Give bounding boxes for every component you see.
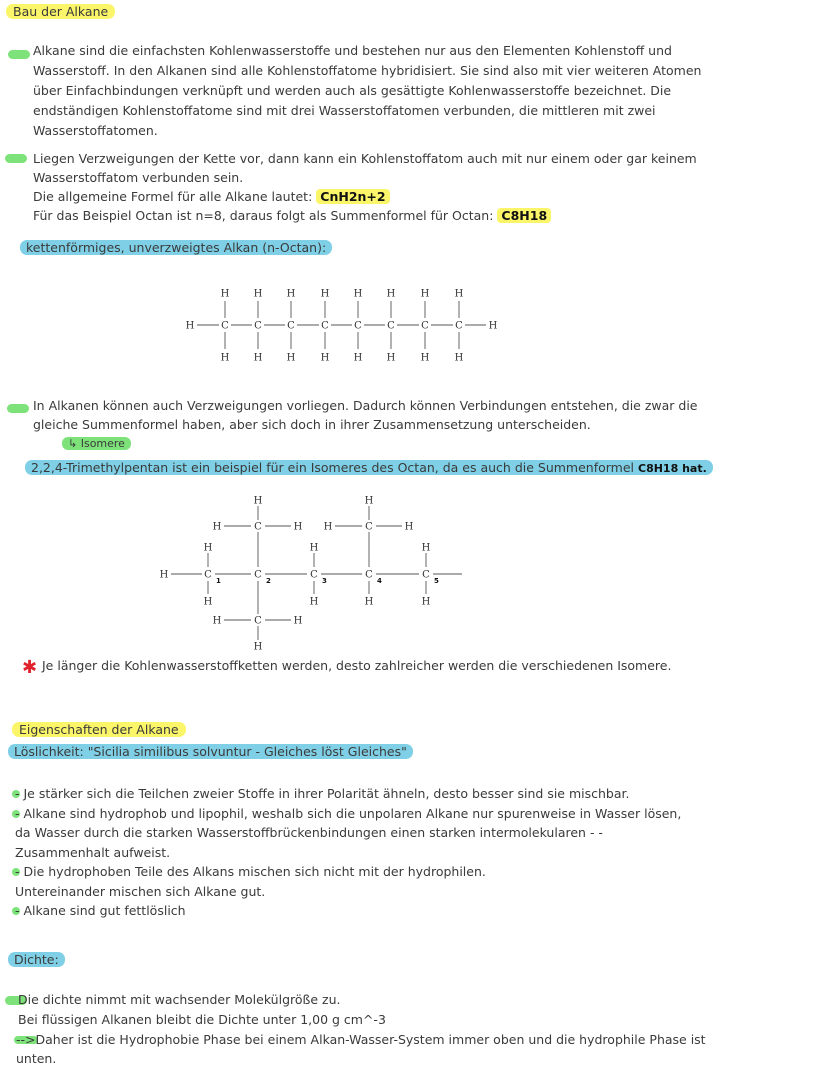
atom-h: H — [386, 288, 396, 300]
section-title-properties: Eigenschaften der Alkane — [12, 720, 186, 740]
atom-h: H — [353, 352, 363, 364]
atom-c: C — [421, 320, 429, 332]
star-icon: ✱ — [22, 657, 38, 678]
atom-c: C — [365, 569, 373, 581]
isomer-tag: ↳ Isomere — [62, 434, 131, 454]
atom-h: H — [309, 542, 319, 554]
handwritten-tmp-formula: C8H18 hat. — [638, 462, 707, 475]
atom-h: H — [286, 352, 296, 364]
atom-c: C — [221, 320, 229, 332]
carbon-number: 3 — [322, 577, 327, 585]
atom-h: H — [309, 596, 319, 608]
handwritten-formula: CnH2n+2 — [316, 189, 389, 204]
atom-h: H — [293, 521, 303, 533]
atom-h: H — [159, 569, 169, 581]
atom-h: H — [454, 288, 464, 300]
atom-h: H — [185, 320, 195, 332]
atom-h: H — [212, 521, 222, 533]
atom-h: H — [203, 542, 213, 554]
atom-c: C — [365, 521, 373, 533]
atom-h: H — [353, 288, 363, 300]
atom-h: H — [323, 521, 333, 533]
atom-c: C — [254, 615, 262, 627]
atom-h: H — [286, 288, 296, 300]
atom-h: H — [203, 596, 213, 608]
atom-c: C — [387, 320, 395, 332]
atom-h: H — [364, 596, 374, 608]
carbon-number: 2 — [266, 577, 271, 585]
tmp-structure — [150, 490, 480, 660]
carbon-number: 4 — [377, 577, 382, 585]
atom-h: H — [320, 288, 330, 300]
section-title-solubility: Löslichkeit: "Sicilia similibus solvuntur - Gleiches löst Gleiches" — [8, 742, 413, 762]
atom-h: H — [253, 495, 263, 507]
page-title: Bau der Alkane — [6, 2, 115, 22]
star-note: Je länger die Kohlenwasserstoffketten werden, desto zahlreicher werden die verschiedenen Isomere. — [42, 658, 672, 673]
atom-c: C — [254, 320, 262, 332]
atom-h: H — [420, 288, 430, 300]
bullet-marker — [7, 404, 29, 413]
atom-c: C — [287, 320, 295, 332]
atom-h: H — [421, 596, 431, 608]
atom-h: H — [293, 615, 303, 627]
section-title-density: Dichte: — [8, 950, 65, 970]
octan-formula-line: Für das Beispiel Octan ist n=8, daraus folgt als Summenformel für Octan: C8H18 — [33, 206, 551, 226]
atom-h: H — [454, 352, 464, 364]
atom-h: H — [488, 320, 498, 332]
atom-h: H — [421, 542, 431, 554]
atom-h: H — [320, 352, 330, 364]
atom-h: H — [364, 495, 374, 507]
formula-line: Die allgemeine Formel für alle Alkane lautet: CnH2n+2 — [33, 187, 390, 207]
atom-h: H — [220, 352, 230, 364]
atom-h: H — [404, 521, 414, 533]
atom-c: C — [321, 320, 329, 332]
atom-h: H — [420, 352, 430, 364]
atom-c: C — [455, 320, 463, 332]
atom-c: C — [422, 569, 430, 581]
tmp-line: 2,2,4-Trimethylpentan ist ein beispiel für ein Isomeres des Octan, da es auch die Summenformel C8H18 hat. — [25, 458, 713, 479]
octan-structure — [175, 280, 515, 370]
atom-c: C — [254, 521, 262, 533]
atom-h: H — [253, 352, 263, 364]
atom-h: H — [386, 352, 396, 364]
atom-h: H — [253, 288, 263, 300]
atom-h: H — [220, 288, 230, 300]
bullet-marker — [5, 154, 27, 163]
atom-h: H — [212, 615, 222, 627]
atom-c: C — [354, 320, 362, 332]
octan-label: kettenförmiges, unverzweigtes Alkan (n-Octan): — [20, 238, 332, 258]
atom-c: C — [254, 569, 262, 581]
carbon-number: 1 — [216, 577, 221, 585]
atom-c: C — [310, 569, 318, 581]
atom-c: C — [204, 569, 212, 581]
handwritten-octan-formula: C8H18 — [497, 208, 551, 223]
bullet-marker — [8, 50, 30, 59]
atom-h: H — [253, 641, 263, 653]
carbon-number: 5 — [434, 577, 439, 585]
